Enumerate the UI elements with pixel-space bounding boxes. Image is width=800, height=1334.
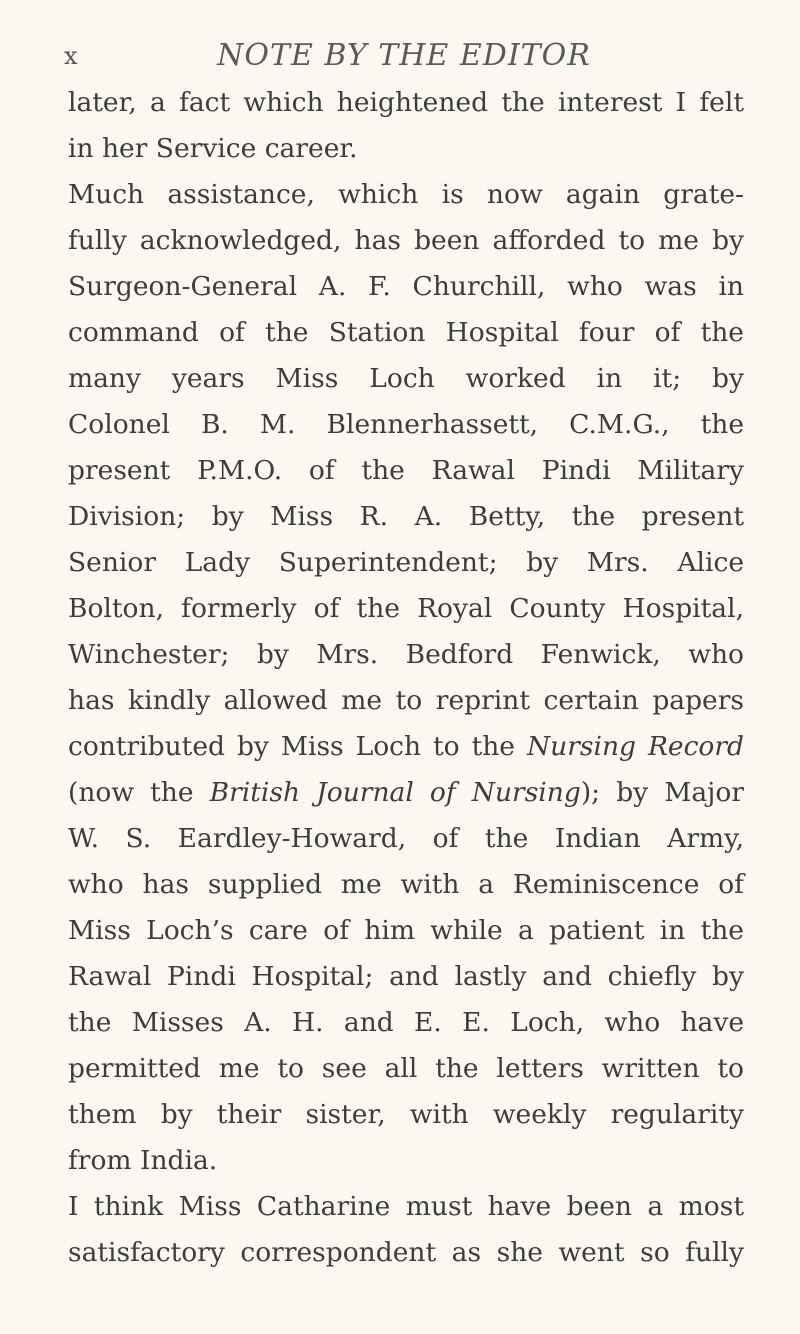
text-line: Senior Lady Superintendent; by Mrs. Alice <box>68 547 744 578</box>
text-line: W. S. Eardley-Howard, of the Indian Army, <box>68 823 744 854</box>
text-line: Colonel B. M. Blennerhassett, C.M.G., the <box>68 409 744 440</box>
body-text <box>68 80 744 1276</box>
text-line: who has supplied me with a Reminiscence of <box>68 869 744 900</box>
text-run: (now the <box>68 777 210 808</box>
text-line: them by their sister, with weekly regularity <box>68 1099 744 1130</box>
text-line <box>68 724 744 770</box>
running-head-title: NOTE BY THE EDITOR <box>217 38 591 73</box>
italic-title: Nursing Record <box>526 731 745 762</box>
text-line: has kindly allowed me to reprint certain papers <box>68 685 744 716</box>
text-line: satisfactory correspondent as she went so fully <box>68 1237 744 1268</box>
text-line: present P.M.O. of the Rawal Pindi Military <box>68 455 744 486</box>
text-line: Surgeon-General A. F. Churchill, who was in <box>68 271 744 302</box>
text-line: I think Miss Catharine must have been a most <box>68 1191 744 1222</box>
text-line: permitted me to see all the letters written to <box>68 1053 744 1084</box>
text-line: Rawal Pindi Hospital; and lastly and chiefly by <box>68 961 744 992</box>
text-line: Much assistance, which is now again grate- <box>68 179 744 210</box>
text-line: Division; by Miss R. A. Betty, the present <box>68 501 744 532</box>
text-line: later, a fact which heightened the interest I felt <box>68 87 744 118</box>
text-line: Winchester; by Mrs. Bedford Fenwick, who <box>68 639 744 670</box>
text-line: Miss Loch’s care of him while a patient in the <box>68 915 744 946</box>
text-line: the Misses A. H. and E. E. Loch, who have <box>68 1007 744 1038</box>
text-run: ); by Major <box>580 777 745 808</box>
text-line: in her Service career. <box>68 133 358 164</box>
text-line: many years Miss Loch worked in it; by <box>68 363 744 394</box>
text-line: Bolton, formerly of the Royal County Hospital, <box>68 593 744 624</box>
page-number: x <box>64 42 79 70</box>
running-head <box>64 38 744 74</box>
text-line: from India. <box>68 1145 218 1176</box>
italic-title: British Journal of Nursing <box>209 777 581 808</box>
text-line: fully acknowledged, has been afforded to me by <box>68 225 744 256</box>
text-line: command of the Station Hospital four of the <box>68 317 744 348</box>
text-run: contributed by Miss Loch to the <box>68 731 527 762</box>
text-line <box>68 770 744 816</box>
